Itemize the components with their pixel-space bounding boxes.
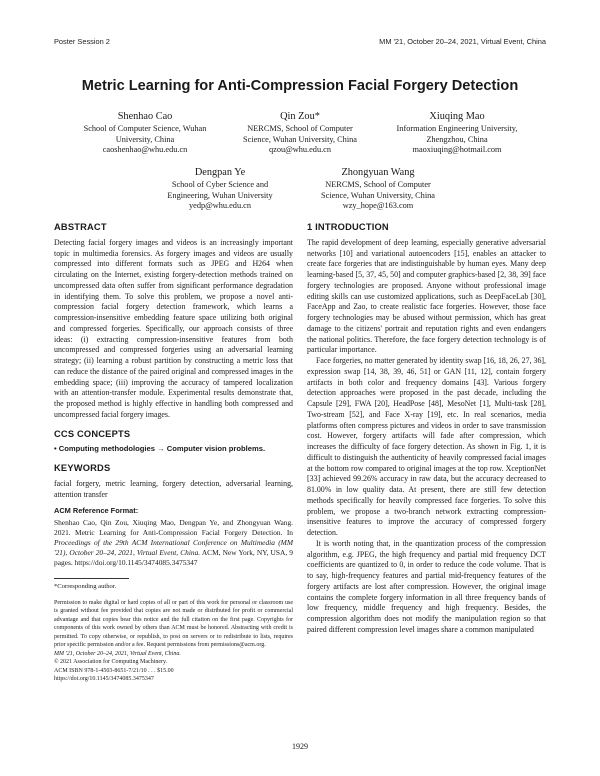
permission-notice: Permission to make digital or hard copies of all or part of this work for personal or classroom use is granted without fee provided that copies are not made or distributed for profit or commercial advantage and that copies bear this notice and the full citation on the first page. Copyrights for components of this work owned by others than ACM must be honored. Abstracting with credit is permitted. To copy otherwise, or republish, to post on servers or to redistribute to lists, requires prior specific permission and/or a fee. Request permissions from permissions@acm.org. (54, 600, 293, 649)
author-affiliation: NERCMS, School of Computer (325, 180, 431, 189)
permission-isbn: ACM ISBN 978-1-4503-8651-7/21/10 . . . $15.00 (54, 667, 174, 674)
author-name: Zhongyuan Wang (341, 167, 415, 178)
permission-copyright: © 2021 Association for Computing Machinery. (54, 659, 168, 666)
author-affiliation: Engineering, Wuhan University (167, 190, 273, 200)
author-block (298, 166, 458, 212)
intro-paragraph: The rapid development of deep learning, especially generative adversarial networks [10] and variational autoencoders [15], enables an attacker to create face forgeries that are indistinguishable by human eyes. Many deep learning-based [5, 37, 45, 50] and computer graphics-based [2, 38, 39] face forgery technologies are proposed. Anyone without professional image editing skills can use customized applications, such as DeepFaceLab [30], FaceApp and Zao, to create realistic face forgeries. However, those face forgery technologies may be abused without permission, which has great damage to the citizens' portrait and reputation rights and even endangers the national politics. Therefore, the face forgery detection technology is of particular importance. (307, 237, 546, 355)
author-block (140, 166, 300, 212)
author-name: Shenhao Cao (117, 111, 173, 122)
author-block (220, 110, 380, 156)
author-affiliation: Information Engineering University, (396, 124, 518, 133)
acm-reference-proceedings: Proceedings of the 29th ACM International Conference on Multimedia (MM '21), October 20–24, 2021, Virtual Event, China. (54, 538, 293, 557)
abstract-text: Detecting facial forgery images and videos is an increasingly important topic in multimedia forensics. As forgery images and videos are usually compressed into different formats such as JPEG and H264 when circulating on the Internet, existing forgery-detection methods trained on uncompressed data often suffer from significant performance degradation in identifying them. To solve this problem, we propose a novel anti-compression facial forgery detection framework, which learns a compression-insensitive embedding feature space utilizing both original and compressed forgeries. Specifically, our approach consists of three ideas: (i) extracting compression-insensitive features from both uncompressed and compressed forgeries using an adversarial learning strategy; (ii) learning a robust partition by constructing a metric loss that can reduce the distance of the paired original and compressed images in the embedding space; (iii) improving the accuracy of tampered localization with an attention-transfer module. Experimental results demonstrate that, the proposed method is highly effective in handling both compressed and uncompressed facial forgery images. (54, 237, 293, 419)
running-header-right: MM '21, October 20–24, 2021, Virtual Event, China (379, 37, 546, 46)
author-affiliation: School of Computer Science, Wuhan (83, 124, 207, 133)
left-column (54, 222, 293, 684)
author-affiliation: Zhengzhou, China (426, 134, 488, 144)
ccs-heading: CCS CONCEPTS (54, 428, 131, 439)
keywords-text: facial forgery, metric learning, forgery detection, adversarial learning, attention transfer (54, 478, 293, 499)
intro-paragraph: It is worth noting that, in the quantization process of the compression algorithm, e.g. JPEG, the high frequency and partial mid frequency DCT coefficients are quantized to 0, in order to reduce the code volume. That is to say, high-frequency features and partial mid-frequency features of the forgery artifacts are lost after compression. However, the original image contains the complete forgery information in all three frequency bands of low frequency, middle frequency and high frequency. Besides, the compression algorithm does not modify the manipulation region so that paired different compression level images share a common manipulated (307, 538, 546, 634)
author-email[interactable]: caoshenhao@whu.edu.cn (102, 145, 188, 155)
author-affiliation: University, China (115, 134, 175, 144)
author-email[interactable]: wzy_hope@163.com (342, 201, 414, 211)
keywords-heading: KEYWORDS (54, 463, 111, 473)
permission-doi[interactable]: https://doi.org/10.1145/3474085.3475347 (54, 676, 154, 683)
acm-reference-authors: Shenhao Cao, Qin Zou, Xiuqing Mao, Dengpan Ye, and Zhongyuan Wang. 2021. Metric Learning for Anti-Compression Facial Forgery Detection. In (54, 518, 293, 537)
right-column (307, 222, 546, 636)
acm-reference-heading: ACM Reference Format: (54, 506, 139, 516)
permission-venue: MM '21, October 20–24, 2021, Virtual Event, China. (54, 650, 181, 657)
footnote-rule (54, 578, 129, 579)
author-email[interactable]: yedp@whu.edu.cn (188, 201, 252, 211)
author-email[interactable]: maoxiuqing@hotmail.com (412, 145, 502, 155)
introduction-heading: 1 INTRODUCTION (307, 222, 389, 232)
author-block (377, 110, 537, 156)
intro-paragraph: Face forgeries, no matter generated by identity swap [16, 18, 26, 27, 36], expression swap [14, 38, 39, 46, 51] or GAN [11, 12], contain forgery artifacts in both color and frequency domains [43]. Various forgery detection approaches were proposed in the past decade, including the Capsule [29], FWA [20], HeadPose [48], MesoNet [1], Multi-task [28], Two-stream [52], and Face X-ray [19], etc. In real scenarios, media platforms often compress pictures and videos in order to save transmission cost. However, forgery artifacts will fade after compression, which increases the difficulty of face forgery detection. As shown in Fig. 1, it is difficult to distinguish the authenticity of heavily compressed facial images at the bottom row compared to original images at the top row. XceptionNet [33] achieved 99.26% accuracy in raw data, but the accuracy decreased to 81.00% in low quality data. At present, there are still few detection methods specifically for heavily compressed face forgeries. To solve this problem, we propose a two-branch network extracting compression-insensitive features to improve the accuracy of compressed forgery detection. (307, 356, 546, 537)
author-affiliation: NERCMS, School of Computer (247, 124, 353, 133)
author-email[interactable]: qzou@whu.edu.cn (268, 145, 332, 155)
author-block (65, 110, 225, 156)
acm-reference-text (54, 518, 293, 568)
acm-reference-tail[interactable]: ACM, New York, NY, USA, 9 pages. https://doi.org/10.1145/3474085.3475347 (54, 548, 293, 567)
running-header-left: Poster Session 2 (54, 37, 110, 46)
author-affiliation: Science, Wuhan University, China (243, 134, 357, 144)
author-affiliation: School of Cyber Science and (171, 180, 269, 189)
author-name: Qin Zou* (280, 111, 320, 122)
paper-title: Metric Learning for Anti-Compression Facial Forgery Detection (81, 78, 519, 94)
author-name: Dengpan Ye (194, 167, 246, 178)
author-affiliation: Science, Wuhan University, China (321, 190, 435, 200)
ccs-concepts: • Computing methodologies → Computer vision problems. (54, 444, 266, 454)
abstract-heading: ABSTRACT (54, 222, 107, 232)
page-number: 1929 (292, 742, 308, 751)
author-name: Xiuqing Mao (429, 111, 485, 122)
footnote-corresponding: *Corresponding author. (54, 583, 117, 590)
